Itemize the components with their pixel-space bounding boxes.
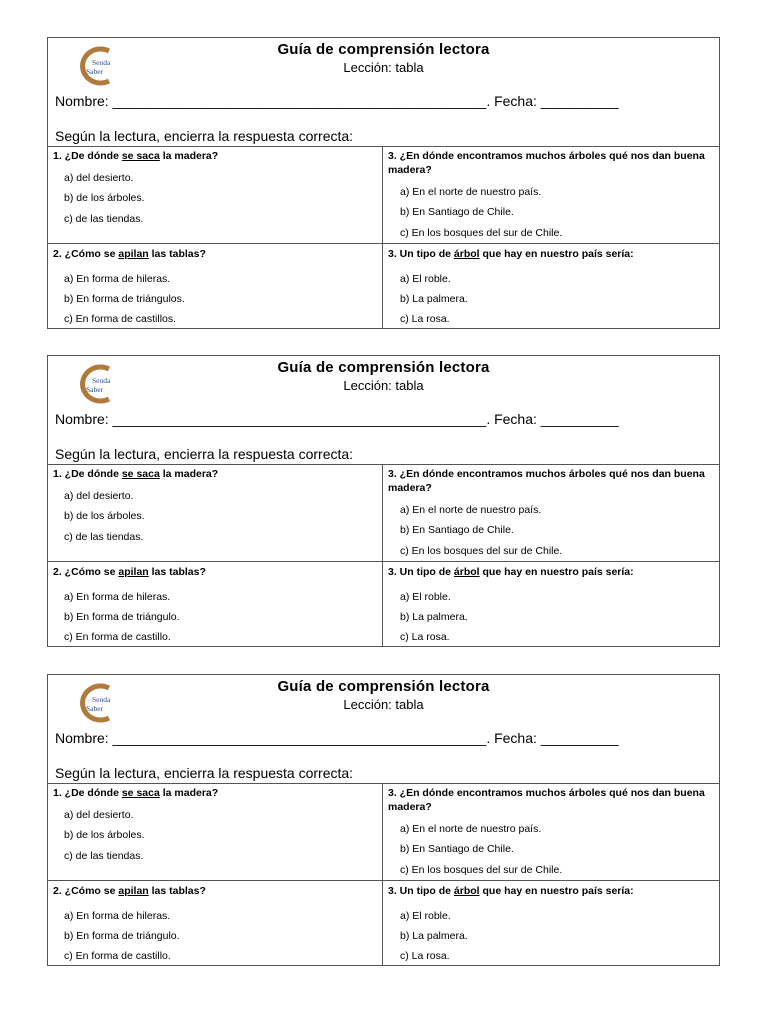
option-a[interactable]: a) del desierto. <box>64 490 134 502</box>
date-field[interactable]: __________ <box>540 93 619 109</box>
option-c[interactable]: c) La rosa. <box>400 313 450 325</box>
question-4-text: 3. Un tipo de árbol que hay en nuestro país sería: <box>388 885 634 897</box>
guide-title: Guía de comprensión lectora <box>277 359 490 376</box>
option-a[interactable]: a) El roble. <box>400 910 451 922</box>
svg-text:Senda: Senda <box>92 376 111 385</box>
date-label: . Fecha: <box>486 93 541 109</box>
guide-title: Guía de comprensión lectora <box>277 41 490 58</box>
option-b[interactable]: b) En forma de triángulo. <box>64 930 180 942</box>
option-a[interactable]: a) En el norte de nuestro país. <box>400 504 542 516</box>
lesson-label: Lección: tabla <box>343 378 424 393</box>
question-1-cell <box>48 146 382 243</box>
svg-text:Saber: Saber <box>86 385 104 394</box>
option-b[interactable]: b) En Santiago de Chile. <box>400 524 514 536</box>
question-4-text: 3. Un tipo de árbol que hay en nuestro país sería: <box>388 566 634 578</box>
option-b[interactable]: b) La palmera. <box>400 930 468 942</box>
option-c[interactable]: c) En forma de castillo. <box>64 631 171 643</box>
instruction-text: Según la lectura, encierra la respuesta correcta: <box>55 446 354 462</box>
question-2-text: 2. ¿Cómo se apilan las tablas? <box>53 248 206 260</box>
option-a[interactable]: a) El roble. <box>400 273 451 285</box>
option-b[interactable]: b) En Santiago de Chile. <box>400 206 514 218</box>
question-4-cell <box>383 244 719 328</box>
option-c[interactable]: c) En los bosques del sur de Chile. <box>400 227 563 239</box>
name-field[interactable]: ________________________________________________ <box>112 730 487 746</box>
question-grid <box>48 783 719 965</box>
option-c[interactable]: c) La rosa. <box>400 950 450 962</box>
name-date-line <box>55 730 619 746</box>
option-b[interactable]: b) de los árboles. <box>64 192 145 204</box>
lesson-label: Lección: tabla <box>343 60 424 75</box>
question-1-cell <box>48 464 382 561</box>
question-2-cell <box>48 244 382 328</box>
question-3-text: 3. ¿En dónde encontramos muchos árboles qué nos dan buena madera? <box>388 787 705 813</box>
option-b[interactable]: b) La palmera. <box>400 611 468 623</box>
guide-1 <box>47 37 720 329</box>
option-a[interactable]: a) En forma de hileras. <box>64 591 171 603</box>
question-4-cell <box>383 562 719 646</box>
name-label: Nombre: <box>55 411 113 427</box>
option-b[interactable]: b) La palmera. <box>400 293 468 305</box>
question-2-text: 2. ¿Cómo se apilan las tablas? <box>53 885 206 897</box>
date-field[interactable]: __________ <box>540 730 619 746</box>
name-date-line <box>55 93 619 109</box>
question-2-text: 2. ¿Cómo se apilan las tablas? <box>53 566 206 578</box>
question-3-cell <box>383 146 719 243</box>
question-grid <box>48 464 719 646</box>
question-3-text: 3. ¿En dónde encontramos muchos árboles qué nos dan buena madera? <box>388 468 705 494</box>
option-b[interactable]: b) En forma de triángulos. <box>64 293 185 305</box>
option-c[interactable]: c) En los bosques del sur de Chile. <box>400 864 563 876</box>
option-a[interactable]: a) En forma de hileras. <box>64 273 171 285</box>
name-field[interactable]: ________________________________________________ <box>112 93 487 109</box>
option-a[interactable]: a) del desierto. <box>64 172 134 184</box>
guide-2 <box>47 355 720 647</box>
option-b[interactable]: b) En Santiago de Chile. <box>400 843 514 855</box>
date-label: . Fecha: <box>486 730 541 746</box>
question-3-cell <box>383 783 719 880</box>
option-b[interactable]: b) de los árboles. <box>64 829 145 841</box>
question-1-cell <box>48 783 382 880</box>
question-4-cell <box>383 881 719 965</box>
question-2-cell <box>48 562 382 646</box>
name-date-line <box>55 411 619 427</box>
svg-text:Saber: Saber <box>86 704 104 713</box>
svg-text:Senda: Senda <box>92 695 111 704</box>
option-a[interactable]: a) En el norte de nuestro país. <box>400 186 542 198</box>
date-label: . Fecha: <box>486 411 541 427</box>
option-b[interactable]: b) de los árboles. <box>64 510 145 522</box>
guide-3 <box>47 674 720 966</box>
option-a[interactable]: a) En el norte de nuestro país. <box>400 823 542 835</box>
option-c[interactable]: c) En forma de castillos. <box>64 313 177 325</box>
name-label: Nombre: <box>55 730 113 746</box>
option-a[interactable]: a) del desierto. <box>64 809 134 821</box>
option-b[interactable]: b) En forma de triángulo. <box>64 611 180 623</box>
question-3-cell <box>383 464 719 561</box>
option-c[interactable]: c) de las tiendas. <box>64 213 144 225</box>
option-c[interactable]: c) de las tiendas. <box>64 531 144 543</box>
option-c[interactable]: c) En los bosques del sur de Chile. <box>400 545 563 557</box>
instruction-text: Según la lectura, encierra la respuesta correcta: <box>55 765 354 781</box>
lesson-label: Lección: tabla <box>343 697 424 712</box>
instruction-text: Según la lectura, encierra la respuesta correcta: <box>55 128 354 144</box>
name-label: Nombre: <box>55 93 113 109</box>
question-2-cell <box>48 881 382 965</box>
date-field[interactable]: __________ <box>540 411 619 427</box>
guide-title: Guía de comprensión lectora <box>277 678 490 695</box>
question-4-text: 3. Un tipo de árbol que hay en nuestro país sería: <box>388 248 634 260</box>
svg-text:Senda: Senda <box>92 58 111 67</box>
svg-text:Saber: Saber <box>86 67 104 76</box>
question-1-text: 1. ¿De dónde se saca la madera? <box>53 150 219 162</box>
option-c[interactable]: c) En forma de castillo. <box>64 950 171 962</box>
question-1-text: 1. ¿De dónde se saca la madera? <box>53 468 219 480</box>
name-field[interactable]: ________________________________________________ <box>112 411 487 427</box>
option-a[interactable]: a) En forma de hileras. <box>64 910 171 922</box>
question-grid <box>48 146 719 328</box>
option-a[interactable]: a) El roble. <box>400 591 451 603</box>
option-c[interactable]: c) de las tiendas. <box>64 850 144 862</box>
option-c[interactable]: c) La rosa. <box>400 631 450 643</box>
question-3-text: 3. ¿En dónde encontramos muchos árboles qué nos dan buena madera? <box>388 150 705 176</box>
question-1-text: 1. ¿De dónde se saca la madera? <box>53 787 219 799</box>
